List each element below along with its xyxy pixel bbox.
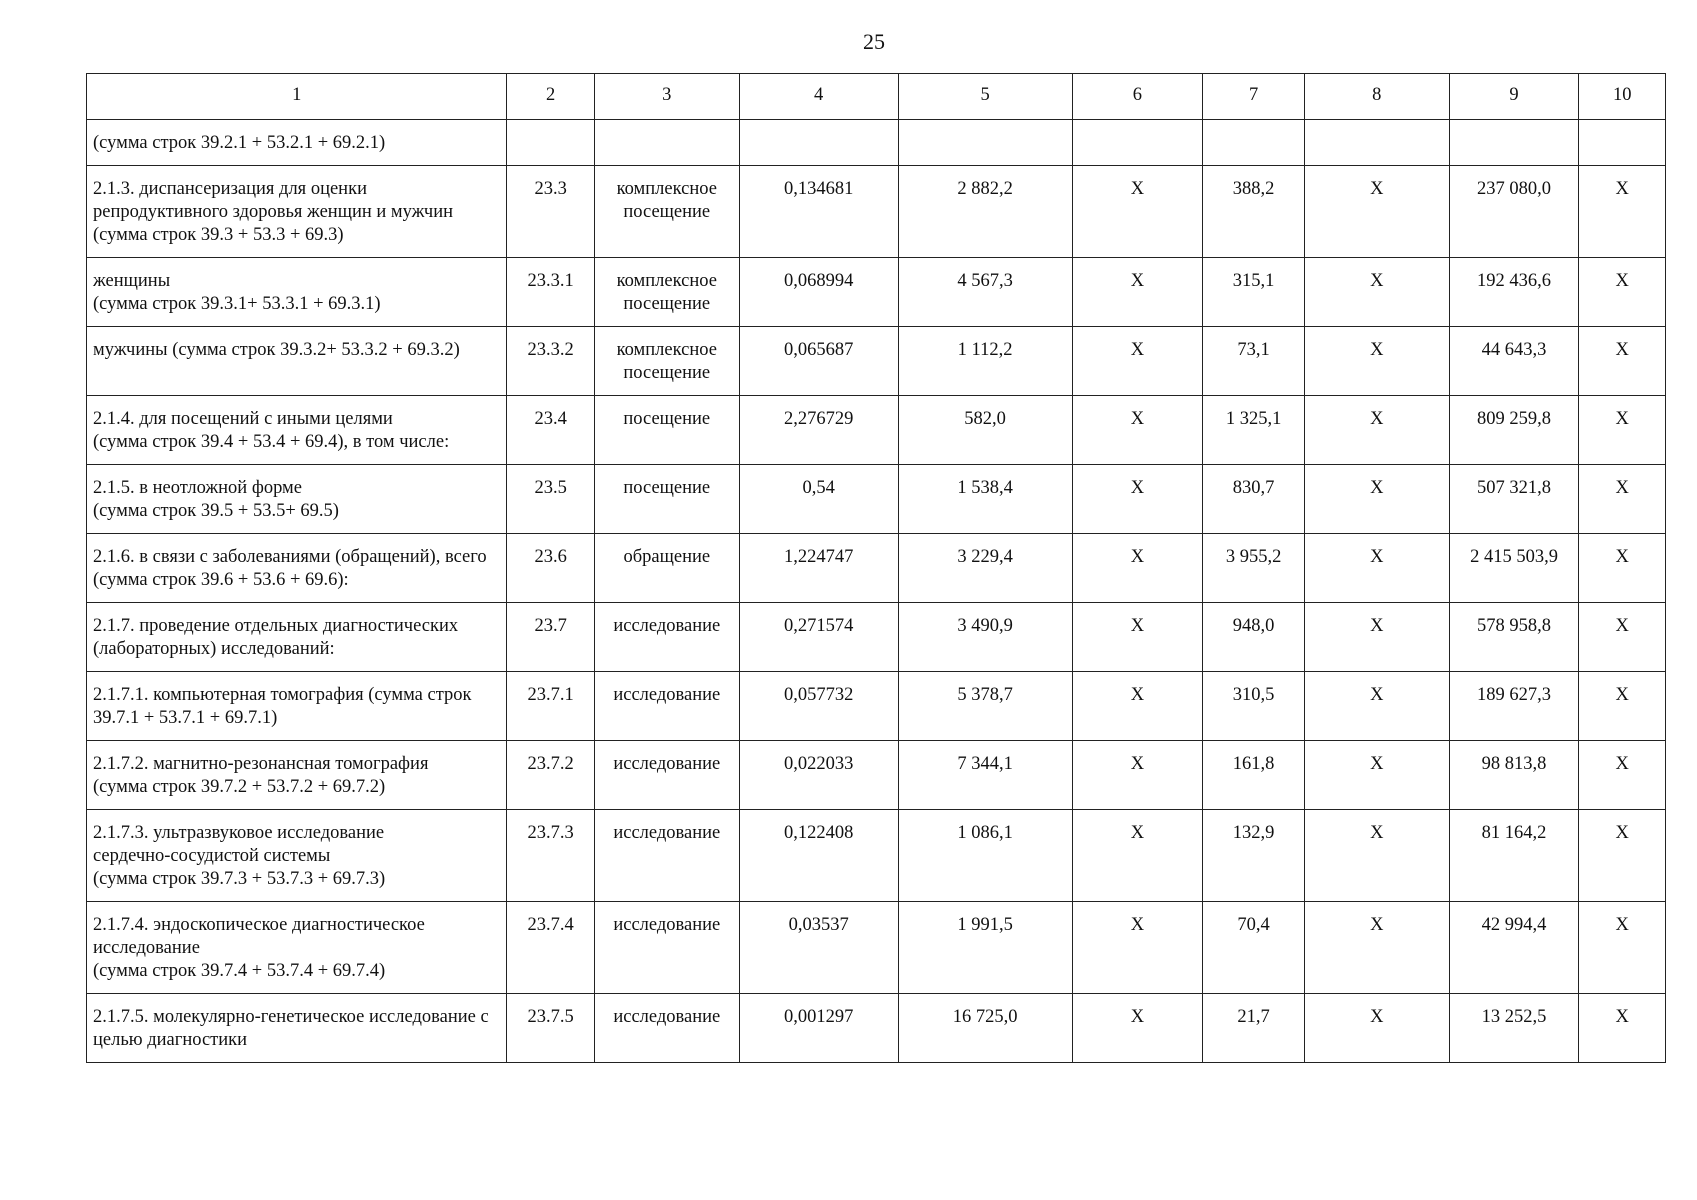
column-header: 3 (594, 74, 739, 120)
norm-cell: 0,065687 (739, 327, 898, 396)
row-code-cell: 23.7.5 (507, 994, 594, 1063)
col7-cell: 132,9 (1203, 810, 1305, 902)
unit-cell: комплексное посещение (594, 327, 739, 396)
page-number: 25 (863, 29, 885, 54)
col8-cell: Х (1304, 994, 1449, 1063)
col7-cell: 830,7 (1203, 465, 1305, 534)
col10-cell: Х (1579, 741, 1666, 810)
row-code-cell: 23.3.1 (507, 258, 594, 327)
col7-cell: 73,1 (1203, 327, 1305, 396)
row-code-cell: 23.3.2 (507, 327, 594, 396)
cost-cell: 1 086,1 (898, 810, 1072, 902)
col9-cell: 2 415 503,9 (1449, 534, 1579, 603)
norm-cell: 0,271574 (739, 603, 898, 672)
col8-cell: Х (1304, 327, 1449, 396)
norm-cell (739, 120, 898, 166)
col6-cell: Х (1072, 902, 1203, 994)
row-label-cell: 2.1.4. для посещений с иными целями (сумма строк 39.4 + 53.4 + 69.4), в том числе: (87, 396, 507, 465)
cost-cell: 582,0 (898, 396, 1072, 465)
table-row (87, 465, 1666, 534)
unit-cell: исследование (594, 810, 739, 902)
cost-cell (898, 120, 1072, 166)
col7-cell: 70,4 (1203, 902, 1305, 994)
table-row (87, 534, 1666, 603)
col9-cell: 44 643,3 (1449, 327, 1579, 396)
row-label-cell: 2.1.7.3. ультразвуковое исследование сердечно-сосудистой системы (сумма строк 39.7.3 + 53.7.3 + 69.7.3) (87, 810, 507, 902)
col8-cell: Х (1304, 603, 1449, 672)
row-code-cell: 23.5 (507, 465, 594, 534)
col7-cell: 21,7 (1203, 994, 1305, 1063)
unit-cell: обращение (594, 534, 739, 603)
unit-cell: исследование (594, 741, 739, 810)
col10-cell: Х (1579, 902, 1666, 994)
cost-cell: 5 378,7 (898, 672, 1072, 741)
row-code-cell: 23.3 (507, 166, 594, 258)
row-label-cell: 2.1.5. в неотложной форме (сумма строк 39.5 + 53.5+ 69.5) (87, 465, 507, 534)
col8-cell: Х (1304, 741, 1449, 810)
col6-cell: Х (1072, 396, 1203, 465)
unit-cell: исследование (594, 672, 739, 741)
norm-cell: 0,022033 (739, 741, 898, 810)
col10-cell: Х (1579, 258, 1666, 327)
row-code-cell: 23.7.2 (507, 741, 594, 810)
row-code-cell: 23.7 (507, 603, 594, 672)
norm-cell: 0,03537 (739, 902, 898, 994)
column-header: 2 (507, 74, 594, 120)
col6-cell: Х (1072, 258, 1203, 327)
col9-cell: 578 958,8 (1449, 603, 1579, 672)
col8-cell (1304, 120, 1449, 166)
cost-cell: 16 725,0 (898, 994, 1072, 1063)
norm-cell: 0,057732 (739, 672, 898, 741)
column-header: 8 (1304, 74, 1449, 120)
cost-cell: 1 538,4 (898, 465, 1072, 534)
column-header: 10 (1579, 74, 1666, 120)
norm-cell: 0,122408 (739, 810, 898, 902)
col8-cell: Х (1304, 902, 1449, 994)
row-code-cell: 23.4 (507, 396, 594, 465)
col7-cell: 388,2 (1203, 166, 1305, 258)
col9-cell: 237 080,0 (1449, 166, 1579, 258)
cost-cell: 4 567,3 (898, 258, 1072, 327)
table-row (87, 396, 1666, 465)
row-code-cell: 23.7.3 (507, 810, 594, 902)
norm-cell: 1,224747 (739, 534, 898, 603)
col10-cell: Х (1579, 327, 1666, 396)
unit-cell: исследование (594, 603, 739, 672)
row-label-cell: мужчины (сумма строк 39.3.2+ 53.3.2 + 69.3.2) (87, 327, 507, 396)
col8-cell: Х (1304, 396, 1449, 465)
col8-cell: Х (1304, 258, 1449, 327)
norm-cell: 0,54 (739, 465, 898, 534)
col10-cell: Х (1579, 603, 1666, 672)
col9-cell: 189 627,3 (1449, 672, 1579, 741)
row-code-cell (507, 120, 594, 166)
unit-cell: посещение (594, 396, 739, 465)
column-number-row (87, 74, 1666, 120)
norm-cell: 0,134681 (739, 166, 898, 258)
row-code-cell: 23.6 (507, 534, 594, 603)
col7-cell: 315,1 (1203, 258, 1305, 327)
table-row (87, 810, 1666, 902)
table-body (87, 74, 1666, 1063)
col10-cell: Х (1579, 810, 1666, 902)
col9-cell: 42 994,4 (1449, 902, 1579, 994)
col7-cell (1203, 120, 1305, 166)
col8-cell: Х (1304, 166, 1449, 258)
cost-cell: 2 882,2 (898, 166, 1072, 258)
col6-cell: Х (1072, 810, 1203, 902)
col8-cell: Х (1304, 465, 1449, 534)
col9-cell (1449, 120, 1579, 166)
col6-cell: Х (1072, 327, 1203, 396)
col10-cell: Х (1579, 396, 1666, 465)
table-row (87, 120, 1666, 166)
col9-cell: 192 436,6 (1449, 258, 1579, 327)
row-label-cell: 2.1.7.5. молекулярно-генетическое исследование с целью диагностики (87, 994, 507, 1063)
col9-cell: 81 164,2 (1449, 810, 1579, 902)
col8-cell: Х (1304, 672, 1449, 741)
norm-cell: 0,001297 (739, 994, 898, 1063)
col10-cell: Х (1579, 166, 1666, 258)
column-header: 9 (1449, 74, 1579, 120)
col7-cell: 161,8 (1203, 741, 1305, 810)
table-row (87, 994, 1666, 1063)
column-header: 4 (739, 74, 898, 120)
row-label-cell: 2.1.7.4. эндоскопическое диагностическое исследование (сумма строк 39.7.4 + 53.7.4 + 69.7.4) (87, 902, 507, 994)
col7-cell: 948,0 (1203, 603, 1305, 672)
col7-cell: 3 955,2 (1203, 534, 1305, 603)
row-label-cell: женщины (сумма строк 39.3.1+ 53.3.1 + 69.3.1) (87, 258, 507, 327)
table-row (87, 166, 1666, 258)
cost-cell: 1 112,2 (898, 327, 1072, 396)
unit-cell (594, 120, 739, 166)
row-label-cell: 2.1.7. проведение отдельных диагностических (лабораторных) исследований: (87, 603, 507, 672)
norm-cell: 2,276729 (739, 396, 898, 465)
table-row (87, 258, 1666, 327)
col9-cell: 98 813,8 (1449, 741, 1579, 810)
col10-cell: Х (1579, 534, 1666, 603)
unit-cell: исследование (594, 994, 739, 1063)
col6-cell: Х (1072, 166, 1203, 258)
col6-cell: Х (1072, 672, 1203, 741)
col10-cell (1579, 120, 1666, 166)
unit-cell: комплексное посещение (594, 166, 739, 258)
col6-cell: Х (1072, 994, 1203, 1063)
col9-cell: 809 259,8 (1449, 396, 1579, 465)
col6-cell: Х (1072, 534, 1203, 603)
col6-cell: Х (1072, 603, 1203, 672)
row-label-cell: (сумма строк 39.2.1 + 53.2.1 + 69.2.1) (87, 120, 507, 166)
data-table (86, 73, 1666, 1063)
cost-cell: 7 344,1 (898, 741, 1072, 810)
row-code-cell: 23.7.4 (507, 902, 594, 994)
row-label-cell: 2.1.6. в связи с заболеваниями (обращений), всего (сумма строк 39.6 + 53.6 + 69.6): (87, 534, 507, 603)
col10-cell: Х (1579, 465, 1666, 534)
row-label-cell: 2.1.7.2. магнитно-резонансная томография (сумма строк 39.7.2 + 53.7.2 + 69.7.2) (87, 741, 507, 810)
col7-cell: 310,5 (1203, 672, 1305, 741)
table-row (87, 902, 1666, 994)
col6-cell: Х (1072, 465, 1203, 534)
unit-cell: комплексное посещение (594, 258, 739, 327)
norm-cell: 0,068994 (739, 258, 898, 327)
table-row (87, 603, 1666, 672)
table-row (87, 327, 1666, 396)
unit-cell: исследование (594, 902, 739, 994)
row-label-cell: 2.1.7.1. компьютерная томография (сумма строк 39.7.1 + 53.7.1 + 69.7.1) (87, 672, 507, 741)
column-header: 5 (898, 74, 1072, 120)
col6-cell (1072, 120, 1203, 166)
col8-cell: Х (1304, 810, 1449, 902)
unit-cell: посещение (594, 465, 739, 534)
col6-cell: Х (1072, 741, 1203, 810)
table-row (87, 672, 1666, 741)
col8-cell: Х (1304, 534, 1449, 603)
row-code-cell: 23.7.1 (507, 672, 594, 741)
column-header: 7 (1203, 74, 1305, 120)
column-header: 1 (87, 74, 507, 120)
row-label-cell: 2.1.3. диспансеризация для оценки репродуктивного здоровья женщин и мужчин (сумма строк 39.3 + 53.3 + 69.3) (87, 166, 507, 258)
cost-cell: 1 991,5 (898, 902, 1072, 994)
cost-cell: 3 229,4 (898, 534, 1072, 603)
col9-cell: 507 321,8 (1449, 465, 1579, 534)
cost-cell: 3 490,9 (898, 603, 1072, 672)
col7-cell: 1 325,1 (1203, 396, 1305, 465)
col10-cell: Х (1579, 672, 1666, 741)
col10-cell: Х (1579, 994, 1666, 1063)
table-row (87, 741, 1666, 810)
col9-cell: 13 252,5 (1449, 994, 1579, 1063)
column-header: 6 (1072, 74, 1203, 120)
